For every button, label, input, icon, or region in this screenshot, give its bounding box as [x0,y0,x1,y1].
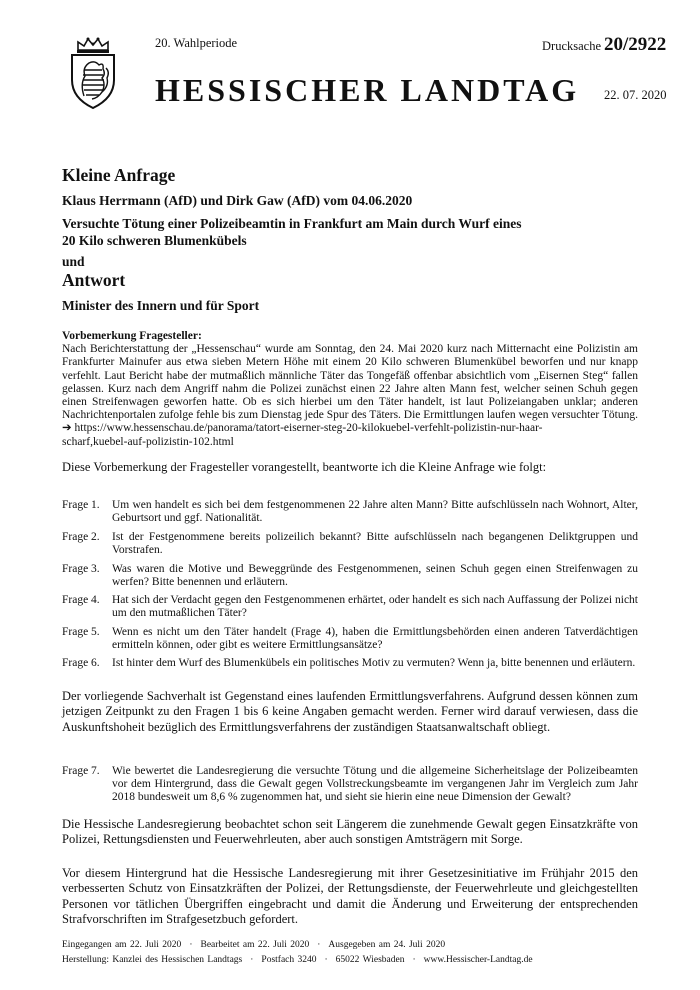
drucksache-text: Drucksache [542,39,601,53]
question-2 [62,531,638,557]
question-label: Frage 3. [62,563,100,575]
eingegangen-date: Eingegangen am 22. Juli 2020 [62,940,182,950]
kleine-anfrage-heading: Kleine Anfrage [62,165,176,185]
arrow-right-icon: ➔ [62,422,72,435]
website-link[interactable]: www.Hessischer-Landtag.de [423,955,533,965]
ort: 65022 Wiesbaden [335,955,405,965]
antwort-heading: Antwort [62,270,126,290]
wahlperiode: 20. Wahlperiode [155,36,238,50]
authors-line: Klaus Herrmann (AfD) und Dirk Gaw (AfD) vom 04.06.2020 [62,193,413,208]
question-7 [62,765,638,805]
separator-dot: · [250,955,254,965]
title-block [62,165,642,314]
drucksache-label [542,34,666,56]
intro-sentence: Diese Vorbemerkung der Fragesteller vorangestellt, beantworte ich die Kleine Anfrage wie folgt: [62,460,547,474]
question-1 [62,499,638,525]
question-text: Wie bewertet die Landesregierung die versuchte Tötung und die allgemeine Sicherheitslage der Polizeibeamten vor dem Hintergrund, dass die Gewalt gegen Vollstreckungsbeamte im vergangenen Jahr im Vergleich zum Jahr 2018 bundesweit um 8,6 % zugenommen hat, und sieht sie hierin eine neue Dimension der Gewalt? [112,765,638,804]
source-link-line-1[interactable]: https://www.hessenschau.de/panorama/tatort-eiserner-steg-20-kilokuebel-verfehlt-polizistin-nur-haar- [74,422,543,435]
question-label: Frage 2. [62,531,100,543]
footer-dates [62,938,638,953]
bearbeitet-date: Bearbeitet am 22. Juli 2020 [200,940,310,950]
subject-line-2: 20 Kilo schweren Blumenkübels [62,233,247,248]
question-5 [62,626,638,652]
question-label: Frage 1. [62,499,100,511]
separator-dot: · [317,940,321,950]
minister-line: Minister des Innern und für Sport [62,298,260,313]
footer [62,938,638,968]
subject-line-1: Versuchte Tötung einer Polizeibeamtin in Frankfurt am Main durch Wurf eines [62,216,522,231]
question-3 [62,563,638,589]
document-masthead: HESSISCHER LANDTAG [155,72,580,108]
herstellung: Herstellung: Kanzlei des Hessischen Landtags [62,955,243,965]
answer-7-paragraph-2: Vor diesem Hintergrund hat die Hessische Landesregierung mit ihrer Gesetzesinitiative im Frühjahr 2015 den verbesserten Schutz von Einsatzkräften der Polizei, der Rettungsdienste, der Feuerwehrleute und gleichgestellten Personen vor tätlichen Übergriffen eingebracht und damit die Änderung und Erweiterung der entsprechenden Strafvorschriften im Strafgesetzbuch gefordert. [62,866,638,926]
und-word: und [62,254,85,269]
ausgegeben-date: Ausgegeben am 24. Juli 2020 [328,940,446,950]
separator-dot: · [412,955,416,965]
vorbemerkung-body: Nach Berichterstattung der „Hessenschau“ wurde am Sonntag, den 24. Mai 2020 kurz nach Mitternacht eine Polizistin am Frankfurter Mainufer aus etwa sieben Metern Höhe mit einem 20 Kilo schweren Blumenkübel beworfen und nur knapp verfehlt. Laut Bericht habe der mutmaßlich männliche Täter das Tongefäß offenbar absichtlich vom „Eisernen Steg“ fallen gelassen. Kurz nach dem Angriff nahm die Polizei zunächst einen 22 Jahre alten Mann fest, welcher seinen Schuh gegen einen Streifenwagen geworfen hatte. Ob es sich hierbei um den Täter handelt, ist laut Polizeiangaben unklar; anderen Nachrichtenportalen zufolge fehle bis zum Dienstag jede Spur des Täters. Die Ermittlungen laufen wegen versuchter Tötung. [62,343,638,422]
source-link-line-2[interactable]: scharf,kuebel-auf-polizistin-102.html [62,435,234,448]
document-date: 22. 07. 2020 [604,88,667,102]
question-label: Frage 6. [62,657,100,669]
question-label: Frage 4. [62,594,100,606]
vorbemerkung-heading: Vorbemerkung Fragesteller: [62,330,202,342]
footer-publisher [62,953,638,968]
question-text: Ist hinter dem Wurf des Blumenkübels ein politisches Motiv zu vermuten? Wenn ja, bitte benennen und erläutern. [112,657,636,669]
vorbemerkung-section [62,330,638,449]
postfach: Postfach 3240 [261,955,317,965]
separator-dot: · [189,940,193,950]
question-text: Hat sich der Verdacht gegen den Festgenommenen erhärtet, oder handelt es sich nach Auffassung der Polizei nicht um den mutmaßlichen Täter? [112,594,638,620]
answer-questions-1-6: Der vorliegende Sachverhalt ist Gegenstand eines laufenden Ermittlungsverfahrens. Aufgrund dessen können zum jetzigen Zeitpunkt zu den Fragen 1 bis 6 keine Angaben gemacht werden. Ferner wird darauf verwiesen, dass die Auskunftshoheit bezüglich des Ermittlungsverfahrens der zuständigen Staatsanwaltschaft obliegt. [62,689,638,734]
question-4 [62,594,638,620]
question-text: Ist der Festgenommene bereits polizeilich bekannt? Bitte aufschlüsseln nach begangenen Deliktgruppen und Vorstrafen. [112,531,638,557]
question-text: Was waren die Motive und Beweggründe des Festgenommenen, seinen Schuh gegen einen Streifenwagen zu werfen? Bitte benennen und erläutern. [112,563,638,589]
hessen-coat-of-arms-icon [62,36,124,110]
answer-7-paragraph-1: Die Hessische Landesregierung beobachtet schon seit Längerem die zunehmende Gewalt gegen Einsatzkräfte von Polizei, Rettungsdiensten und Feuerwehrleuten, aber auch sonstigen Amtsträgern mit Sorge. [62,817,638,847]
question-text: Um wen handelt es sich bei dem festgenommenen 22 Jahre alten Mann? Bitte aufschlüsseln nach Wohnort, Alter, Geburtsort und ggf. Nationalität. [112,499,638,525]
source-link[interactable] [62,422,638,435]
question-label: Frage 7. [62,765,100,777]
drucksache-number: 20/2922 [604,34,667,55]
separator-dot: · [324,955,328,965]
question-text: Wenn es nicht um den Täter handelt (Frage 4), haben die Ermittlungsbehörden einen anderen Tatverdächtigen ermitteln können, oder gibt es weitere Ermittlungsansätze? [112,626,638,652]
question-label: Frage 5. [62,626,100,638]
question-6 [62,657,638,670]
